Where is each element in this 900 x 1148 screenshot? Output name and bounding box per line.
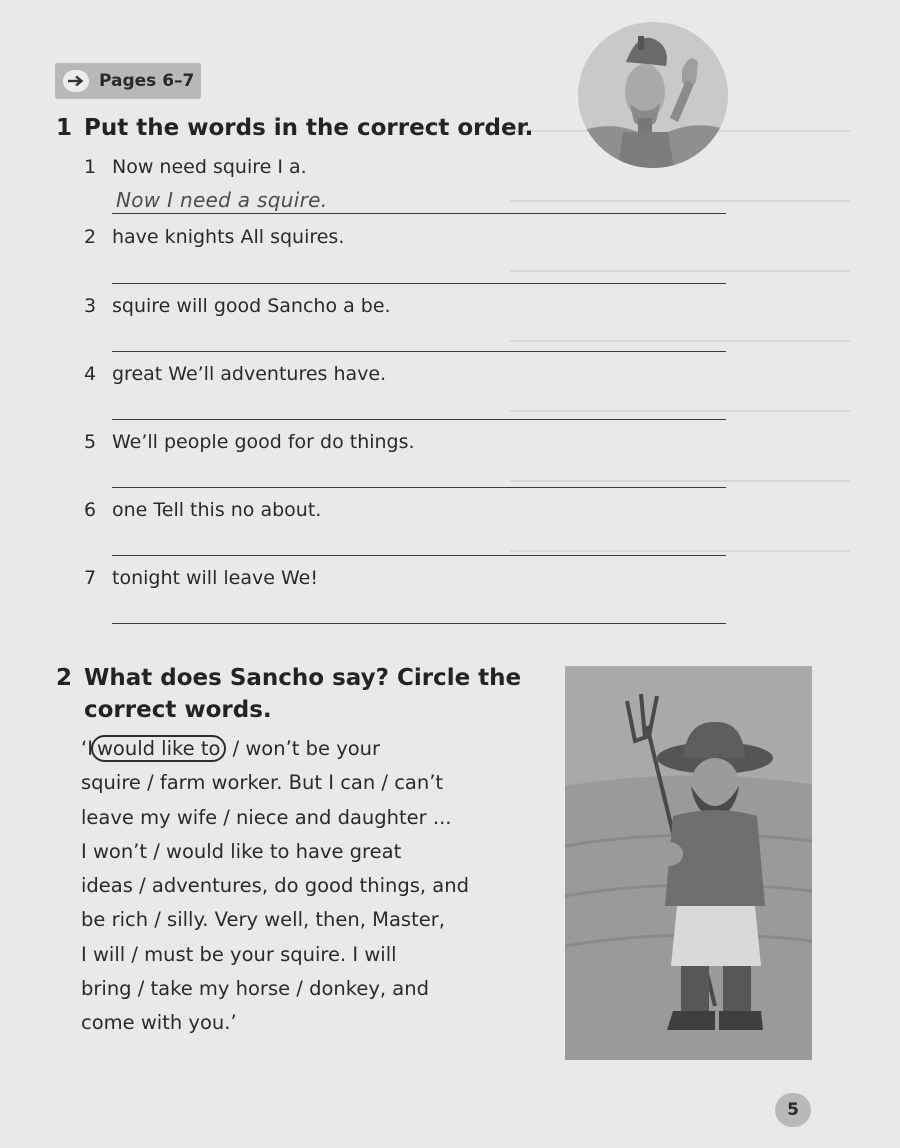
pages-badge [55,63,201,99]
page-number: 5 [775,1093,811,1127]
open-quote: ‘I [81,737,93,760]
exercise-1-number: 1 [56,115,73,141]
exercise-2-title-line2: correct words. [84,697,272,723]
speech-line[interactable]: be rich / silly. Very well, then, Master, [81,908,445,932]
exercise-2-number: 2 [56,665,73,691]
speech-line[interactable]: / won’t be your [232,737,381,760]
item-number: 6 [84,499,97,521]
don-quixote-illustration [578,22,728,168]
exercise-1-heading [56,115,533,141]
exercise-1-title: Put the words in the correct order. [84,115,534,141]
item-scrambled-text: Now need squire I a. [112,156,307,178]
answer-line[interactable] [112,555,726,556]
item-scrambled-text: squire will good Sancho a be. [112,295,391,317]
item-scrambled-text: one Tell this no about. [112,499,322,521]
item-number: 1 [84,156,97,178]
item-number: 7 [84,567,97,589]
circled-answer[interactable]: would like to [91,735,226,762]
item-scrambled-text: have knights All squires. [112,226,345,248]
sancho-illustration [565,666,812,1060]
item-answer: Now I need a squire. [116,188,328,212]
answer-line[interactable] [112,623,726,624]
speech-line[interactable]: I won’t / would like to have great [81,839,402,863]
speech-line[interactable]: I will / must be your squire. I will [81,942,397,966]
exercise-1-item [84,567,318,589]
sancho-speech-paragraph [81,732,511,1041]
answer-line[interactable] [112,419,726,420]
pages-badge-text: Pages 6–7 [99,71,195,91]
answer-line[interactable] [112,213,726,214]
speech-line[interactable]: leave my wife / niece and daughter ... [81,805,452,829]
item-scrambled-text: great We’ll adventures have. [112,363,387,385]
speech-line[interactable]: squire / farm worker. But I can / can’t [81,771,444,795]
item-number: 4 [84,363,97,385]
answer-line[interactable] [112,283,726,284]
exercise-1-item [84,295,391,317]
exercise-1-item [84,226,344,248]
item-number: 3 [84,295,97,317]
item-scrambled-text: tonight will leave We! [112,567,318,589]
speech-line[interactable]: ideas / adventures, do good things, and [81,874,469,898]
exercise-2-title-line1: What does Sancho say? Circle the [84,665,522,691]
exercise-1-item [84,363,386,385]
exercise-1-item [84,431,415,453]
item-scrambled-text: We’ll people good for do things. [112,431,415,453]
answer-line[interactable] [112,351,726,352]
exercise-2-heading [56,662,521,726]
arrow-right-icon [63,70,89,92]
item-number: 2 [84,226,97,248]
item-number: 5 [84,431,97,453]
speech-line[interactable]: come with you.’ [81,1011,237,1035]
exercise-1-item [84,156,307,178]
exercise-1-item [84,499,321,521]
speech-line[interactable]: bring / take my horse / donkey, and [81,977,429,1001]
answer-line[interactable] [112,487,726,488]
